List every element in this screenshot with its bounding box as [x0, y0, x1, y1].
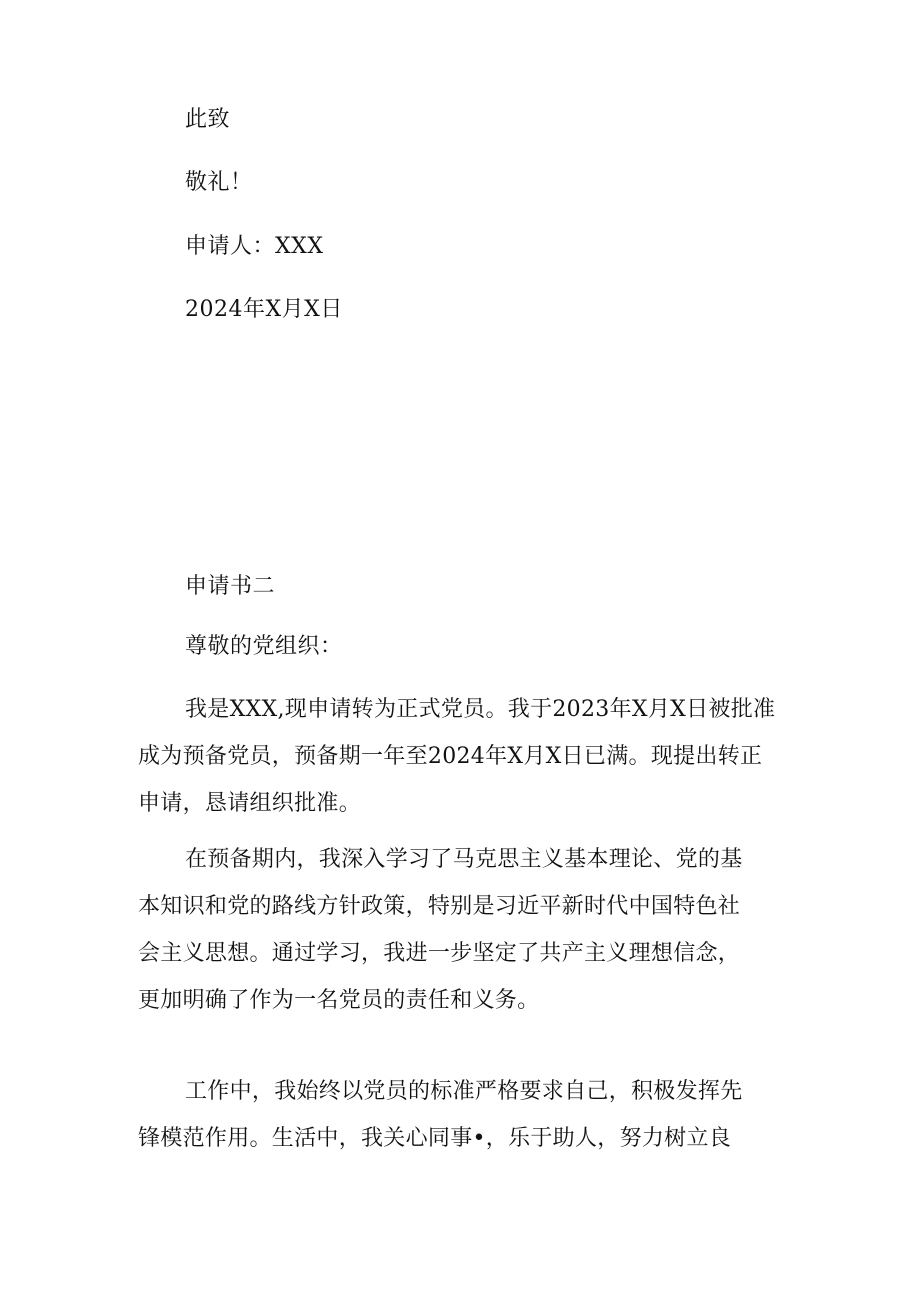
paragraph-line: 工作中，我始终以党员的标准严格要求自己，积极发挥先 [185, 1079, 743, 1104]
paragraph-line: 我是XXX,现申请转为正式党员。我于2023年X月X日被批准 [185, 697, 776, 722]
paragraph-line: 在预备期内，我深入学习了马克思主义基本理论、党的基 [185, 847, 743, 872]
closing-salutation: 此致 [185, 107, 231, 132]
paragraph-line: 本知识和党的路线方针政策，特别是习近平新时代中国特色社 [138, 894, 741, 919]
paragraph-line: 更加明确了作为一名党员的责任和义务。 [138, 988, 540, 1013]
paragraph-application [138, 686, 778, 827]
paragraph-line: 锋模范作用。生活中，我关心同事•，乐于助人，努力树立良 [138, 1126, 732, 1151]
letter-two-title: 申请书二 [185, 574, 276, 599]
paragraph-work [138, 1068, 778, 1162]
paragraph-line: 会主义思想。通过学习，我进一步坚定了共产主义理想信念， [138, 941, 741, 966]
paragraph-line: 申请，恳请组织批准。 [138, 791, 362, 816]
letter-greeting: 尊敬的党组织： [185, 634, 343, 659]
paragraph-line: 成为预备党员，预备期一年至2024年X月X日已满。现提出转正 [138, 744, 763, 769]
application-date: 2024年X月X日 [185, 297, 343, 322]
paragraph-study [138, 836, 778, 1024]
closing-regards: 敬礼！ [185, 170, 253, 195]
applicant-signature: 申请人：XXX [185, 234, 324, 259]
